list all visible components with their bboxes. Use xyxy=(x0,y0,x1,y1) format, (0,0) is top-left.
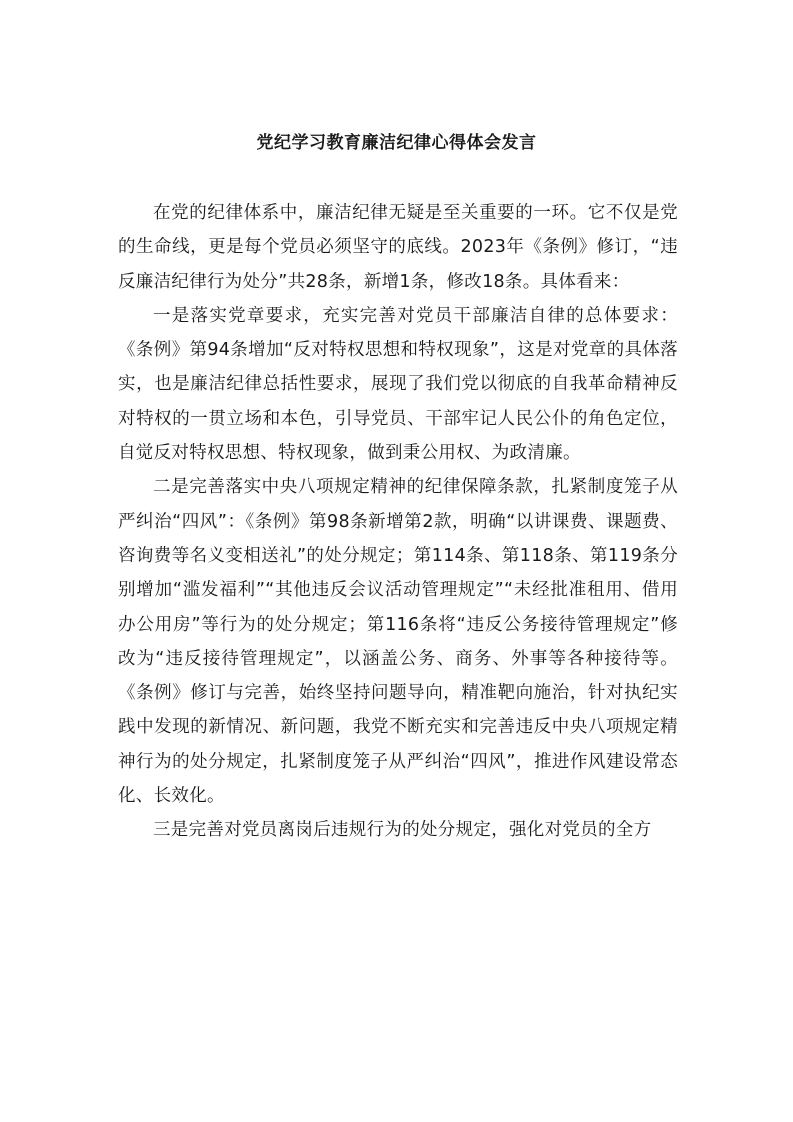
paragraph-intro: 在党的纪律体系中，廉洁纪律无疑是至关重要的一环。它不仅是党的生命线，更是每个党员必须坚守的底线。2023年《条例》修订，“违反廉洁纪律行为处分”共28条，新增1条，修改18条。具体看来： xyxy=(118,203,678,292)
paragraph-point-three: 三是完善对党员离岗后违规行为的处分规定，强化对党员的全方 xyxy=(153,820,652,841)
paragraph-point-one: 一是落实党章要求，充实完善对党员干部廉洁自律的总体要求：《条例》第94条增加“反对特权思想和特权现象”，这是对党章的具体落实，也是廉洁纪律总括性要求，展现了我们党以彻底的自我革命精神反对特权的一贯立场和本色，引导党员、干部牢记人民公仆的角色定位，自觉反对特权思想、特权现象，做到秉公用权、为政清廉。 xyxy=(118,305,678,464)
document-body xyxy=(118,196,678,848)
paragraph-point-two: 二是完善落实中央八项规定精神的纪律保障条款，扎紧制度笼子从严纠治“四风”：《条例》第98条新增第2款，明确“以讲课费、课题费、咨询费等名义变相送礼”的处分规定；第114条、第118条、第119条分别增加“滥发福利”“其他违反会议活动管理规定”“未经批准租用、借用办公用房”等行为的处分规定；第116条将“违反公务接待管理规定”修改为“违反接待管理规定”，以涵盖公务、商务、外事等各种接待等。《条例》修订与完善，始终坚持问题导向，精准靶向施治，针对执纪实践中发现的新情况、新问题，我党不断充实和完善违反中央八项规定精神行为的处分规定，扎紧制度笼子从严纠治“四风”，推进作风建设常态化、长效化。 xyxy=(118,477,678,807)
document-title: 党纪学习教育廉洁纪律心得体会发言 xyxy=(256,133,537,153)
